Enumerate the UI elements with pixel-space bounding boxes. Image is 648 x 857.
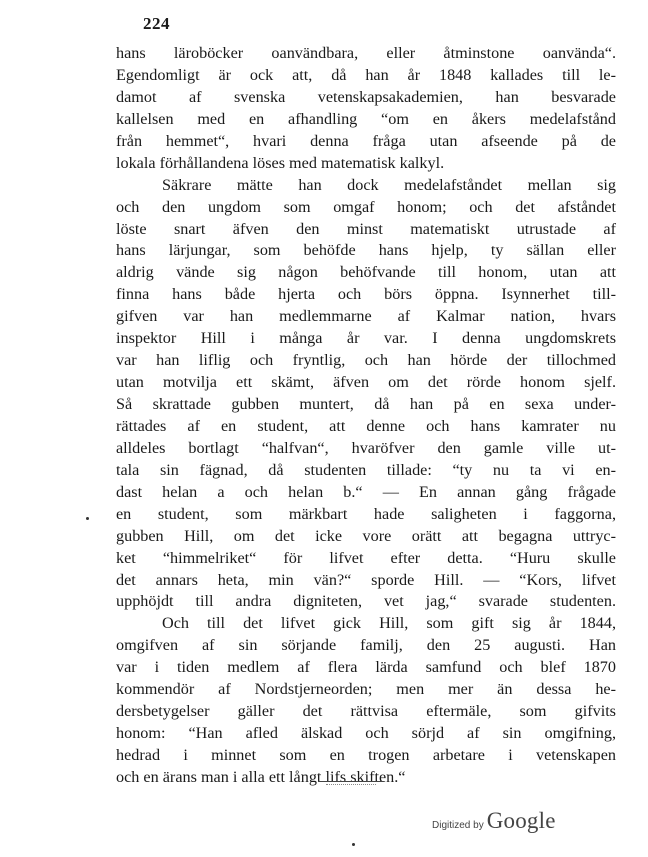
section-separator [318,781,384,783]
text-line: Så skrattade gubben muntert, då han på en sexa under- [116,395,616,413]
text-line: aldrig vände sig någon behöfvande till honom, utan att [116,263,616,282]
text-line: från hemmet“, hvari denna fråga utan afseende på de [116,131,616,150]
text-line: inspektor Hill i många år var. I denna ungdomskrets [116,329,616,348]
text-line: utan motvilja ett skämt, äfven om det rörde honom sjelf. [116,373,616,392]
scan-speck [86,517,89,520]
text-line: hans lärjungar, som behöfde hans hjelp, ty sällan eller [116,241,616,260]
text-line: damot af svenska vetenskapsakademien, han besvarade [116,87,616,106]
text-line: det annars heta, min vän?“ sporde Hill. — “Kors, lifvet [116,570,616,589]
text-line: dersbetygelser gäller det rättvisa eftermäle, som gifvits [116,702,616,721]
text-line: och den ungdom som omgaf honom; och det afståndet [116,197,616,216]
text-line: omgifven af sin sörjande familj, den 25 augusti. Han [116,636,616,655]
text-line: Och till det lifvet gick Hill, som gift sig år 1844, [162,614,616,633]
body-text [116,43,616,789]
text-line: rättades af en student, att denne och hans kamrater nu [116,416,616,435]
text-line: gifven var han medlemmarne af Kalmar nation, hvars [116,307,616,326]
text-line: Egendomligt är ock att, då han år 1848 kallades till le- [116,65,616,84]
text-line: kommendör af Nordstjerneorden; men mer än dessa he- [116,680,616,699]
text-line: gubben Hill, om det icke vore orätt att begagna uttryc- [116,526,616,545]
text-line: dast helan a och helan b.“ — En annan gång frågade [116,482,616,501]
text-line: ket “himmelriket“ för lifvet efter detta. “Huru skulle [116,548,616,567]
text-line: kallelsen med en afhandling “om en åkers medelafstånd [116,109,616,128]
text-line: och en ärans man i alla ett långt lifs skiften.“ [116,767,406,786]
text-line: var han liflig och fryntlig, och han hörde der tillochmed [116,351,616,370]
text-line: hedrad i minnet som en trogen arbetare i vetenskapen [116,746,616,764]
text-line: var i tiden medlem af flera lärda samfund och blef 1870 [116,658,616,677]
text-line: Säkrare mätte han dock medelafståndet mellan sig [162,175,616,194]
text-line: tala sin fägnad, då studenten tillade: “ty nu ta vi en- [116,460,616,479]
page-number: 224 [143,14,170,33]
text-line: alldeles bortlagt “halfvan“, hvaröfver den gamle ville ut- [116,438,616,457]
google-watermark [432,808,556,834]
watermark-prefix: Digitized by [432,820,484,831]
text-line: finna hans både hjerta och börs öppna. Isynnerhet till- [116,285,616,304]
scan-speck [352,843,355,846]
text-line: löste snart äfven den minst matematiskt utrustade af [116,219,616,238]
text-line: hans läroböcker oanvändbara, eller åtminstone oanvända“. [116,44,616,62]
text-line: en student, som märkbart hade saligheten i faggorna, [116,504,616,523]
google-logo: Google [486,808,556,833]
text-line: lokala förhållandena löses med matematisk kalkyl. [116,153,445,172]
text-line: honom: “Han afled älskad och sörjd af sin omgifning, [116,724,616,743]
text-line: upphöjdt till andra digniteten, vet jag,“ svarade studenten. [116,592,616,611]
